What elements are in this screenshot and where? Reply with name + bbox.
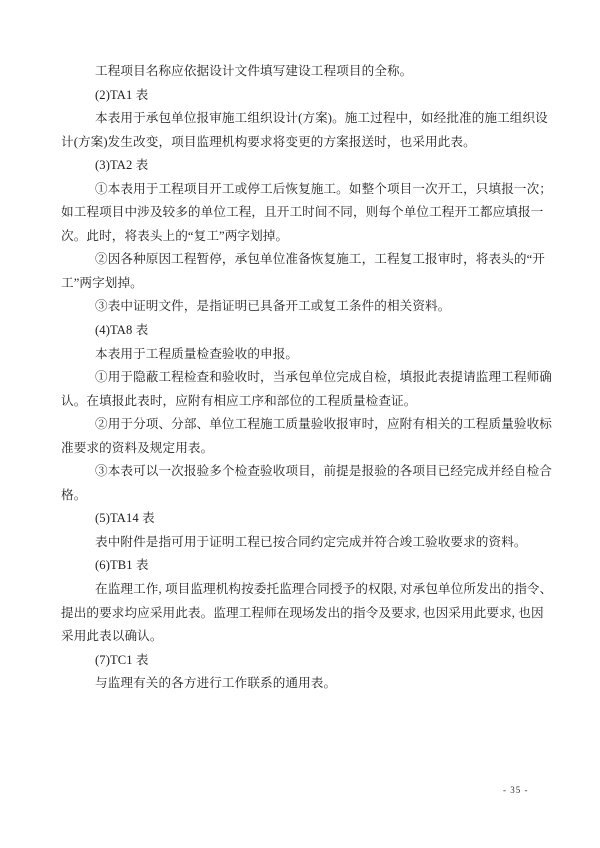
paragraph bbox=[61, 84, 541, 108]
text-line: 认。在填报此表时，应附有相应工序和部位的工程质量检查证。 bbox=[61, 393, 417, 408]
paragraph bbox=[61, 154, 541, 178]
text-line: 表中附件是指可用于证明工程已按合同约定完成并符合竣工验收要求的资料。 bbox=[95, 534, 527, 549]
text-line: 工程项目名称应依据设计文件填写建设工程项目的全称。 bbox=[95, 64, 413, 78]
text-line: ①用于隐蔽工程检查和验收时，当承包单位完成自检，填报此表提请监理工程师确 bbox=[95, 370, 552, 385]
text-line: ③表中证明文件，是指证明已具备开工或复工条件的相关资料。 bbox=[95, 299, 451, 314]
text-line: 在监理工作, 项目监理机构按委托监理合同授予的权限, 对承包单位所发出的指令、 bbox=[95, 582, 553, 597]
document-text bbox=[61, 60, 553, 696]
text-line: 准要求的资料及规定用表。 bbox=[61, 440, 214, 455]
text-line: 工”两字划掉。 bbox=[61, 275, 143, 290]
text-line: (2)TA1 表 bbox=[95, 87, 149, 102]
text-line: (3)TA2 表 bbox=[95, 158, 149, 173]
text-line: ②因各种原因工程暂停，承包单位准备恢复施工，工程复工报审时，将表头的“开 bbox=[95, 252, 545, 267]
paragraph bbox=[61, 578, 553, 649]
text-line: (5)TA14 表 bbox=[95, 511, 155, 526]
paragraph bbox=[61, 531, 541, 555]
text-line: ②用于分项、分部、单位工程施工质量验收报审时，应附有相关的工程质量验收标 bbox=[95, 417, 552, 432]
text-line: 计(方案)发生改变，项目监理机构要求将变更的方案报送时，也采用此表。 bbox=[61, 134, 476, 149]
paragraph bbox=[61, 107, 548, 154]
text-line: (6)TB1 表 bbox=[95, 558, 149, 573]
paragraph bbox=[61, 248, 545, 295]
text-line: 如工程项目中涉及较多的单位工程，且开工时间不同，则每个单位工程开工都应填报一 bbox=[61, 205, 544, 220]
text-line: (4)TA8 表 bbox=[95, 323, 149, 338]
paragraph bbox=[61, 319, 541, 343]
text-line: 次。此时，将表头上的“复工”两字划掉。 bbox=[61, 228, 289, 243]
paragraph bbox=[61, 366, 552, 413]
paragraph bbox=[61, 60, 541, 84]
paragraph bbox=[61, 507, 541, 531]
text-line: 本表用于承包单位报审施工组织设计(方案)。施工过程中，如经批准的施工组织设 bbox=[95, 111, 548, 126]
page-number: - 35 - bbox=[503, 785, 529, 795]
text-line: ③本表可以一次报验多个检查验收项目，前提是报验的各项目已经完成并经自检合 bbox=[95, 464, 552, 479]
paragraph bbox=[61, 295, 541, 319]
paragraph bbox=[61, 672, 541, 696]
paragraph bbox=[61, 343, 541, 367]
text-line: 格。 bbox=[61, 487, 87, 502]
paragraph bbox=[61, 178, 552, 249]
text-line: 本表用于工程质量检查验收的申报。 bbox=[95, 346, 299, 361]
text-line: 与监理有关的各方进行工作联系的通用表。 bbox=[95, 676, 337, 691]
text-line: (7)TC1 表 bbox=[95, 652, 149, 667]
paragraph bbox=[61, 413, 552, 460]
text-line: 采用此表以确认。 bbox=[61, 629, 163, 644]
text-line: 提出的要求均应采用此表。监理工程师在现场发出的指令及要求, 也因采用此要求, 也因 bbox=[61, 605, 544, 620]
paragraph bbox=[61, 554, 541, 578]
paragraph bbox=[61, 460, 552, 507]
text-line: ①本表用于工程项目开工或停工后恢复施工。如整个项目一次开工，只填报一次； bbox=[95, 181, 552, 196]
paragraph bbox=[61, 649, 541, 673]
